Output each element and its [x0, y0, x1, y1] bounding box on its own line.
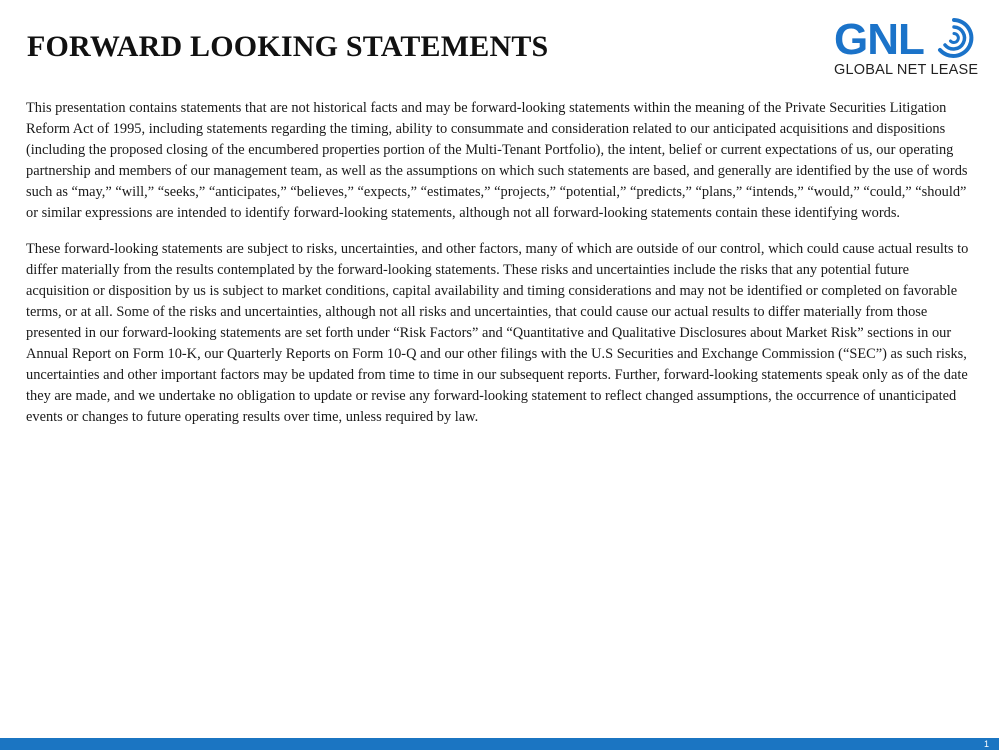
page-number: 1 [983, 739, 989, 749]
disclaimer-paragraph: This presentation contains statements that are not historical facts and may be forward-looking statements within the meaning of the Private Securities Litigation Reform Act of 1995, including statements regarding the timing, ability to consummate and consideration related to our anticipated acquisitions and dispositions (including the proposed closing of the encumbered properties portion of the Multi-Tenant Portfolio), the intent, belief or current expectations of us, our operating partnership and members of our management team, as well as the assumptions on which such statements are based, and generally are identified by the use of words such as “may,” “will,” “seeks,” “anticipates,” “believes,” “expects,” “estimates,” “projects,” “potential,” “predicts,” “plans,” “intends,” “would,” “could,” “should” or similar expressions are intended to identify forward-looking statements, although not all forward-looking statements contain these identifying words. [26, 100, 968, 221]
gnl-logo [832, 14, 982, 84]
logo-subtitle: GLOBAL NET LEASE [834, 62, 979, 78]
page-title: FORWARD LOOKING STATEMENTS [27, 30, 549, 63]
footer-bar [0, 738, 999, 750]
disclaimer-paragraph: These forward-looking statements are subject to risks, uncertainties, and other factors, many of which are outside of our control, which could cause actual results to differ materially from the results contemplated by the forward-looking statements. These risks and uncertainties include the risks that any potential future acquisition or disposition by us is subject to market conditions, capital availability and timing considerations and may not be identified or completed on favorable terms, or at all. Some of the risks and uncertainties, although not all risks and uncertainties, that could cause our actual results to differ materially from those presented in our forward-looking statements are set forth under “Risk Factors” and “Quantitative and Qualitative Disclosures about Market Risk” sections in our Annual Report on Form 10-K, our Quarterly Reports on Form 10-Q and our other filings with the U.S Securities and Exchange Commission (“SEC”) as such risks, uncertainties and other important factors may be updated from time to time in our subsequent reports. Further, forward-looking statements speak only as of the date they are made, and we undertake no obligation to update or revise any forward-looking statement to reflect changed assumptions, the occurrence of unanticipated events or changes to future operating results over time, unless required by law. [26, 241, 969, 425]
logo-wordmark: GNL [834, 15, 924, 64]
swirl-icon [932, 16, 976, 60]
disclaimer-body [26, 98, 974, 443]
